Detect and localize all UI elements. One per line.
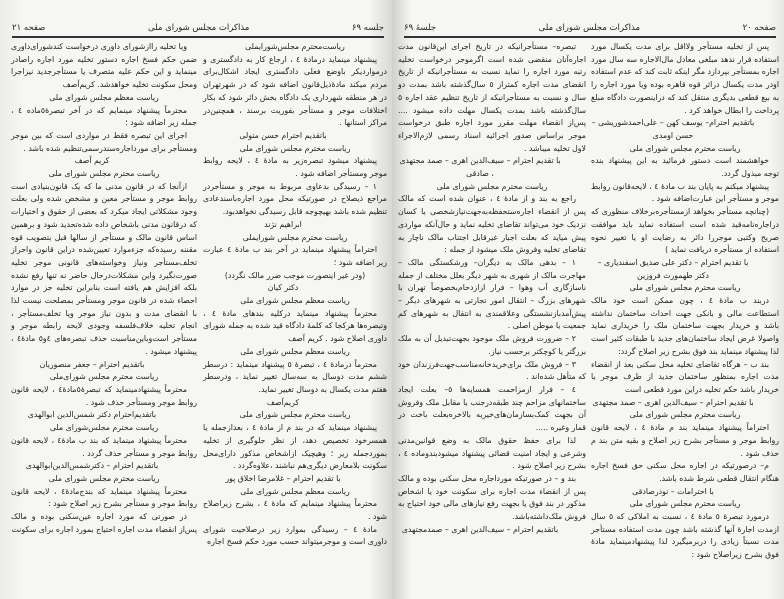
addressee-heading: ریاست محترم مجلس شورای ملی: [48, 169, 160, 179]
addressee-heading: ریاست محترم مجلس شورای ملی: [629, 283, 741, 293]
addressee-heading: ریاست محترم مجلس شورای ملی: [629, 499, 741, 509]
signature: باتقدیم احترام – جعفر منصوریان: [39, 359, 145, 369]
addressee-heading: ریاست معظم مجلس شورای ملی: [49, 92, 159, 102]
paragraph: محترماً پیشنهاد مینماید درکلیه بندهای مادهٔ ٤ ، وتبصره‌ها هرکجا که کلمهٔ دادگاه قید شده به جمله شورای داوری اصلاح شود . کریم آصف: [203, 308, 387, 344]
addressee-heading: ریاست معظم مجلس شورای ملی: [240, 486, 350, 496]
paragraph: ویا تخلیه راازشورای داوری درخواست کندشورای‌داوری ضمن حکم فسخ اجاره دستور تخلیه مورد اجاره راصادر مینماید و این حکم علیه متصرف یا مستأجرجدید نیزاجرا ومحل سکونت تخلیه خواهدشد. کریم‌آصف: [11, 42, 197, 90]
running-title: مذاکرات مجلس شورای ملی: [538, 23, 640, 33]
signature: کریم آصف: [74, 156, 110, 166]
page-header: [404, 22, 776, 34]
paragraph: محترماً درمادهٔ ٤ ، تبصرهٔ ٥ پیشنهاد مینماید : درسطر ششم مدت دوسال به سه‌سال تغییر نماید ، ودرسطر هفتم مدت یکسال به دوسال تغییر نماید.: [203, 359, 387, 394]
paragraph: پیشنهاد مینماید که در بند م از مادهٔ ٤ ، بعدازجمله یا همسرخود تخصیص دهد، از نظر جلوگیری از تخلیه بموردجمله زیر ؛ وهیچیک ازاشخاص مذکور دارای‌محل سکونت بلامعارض دیگری‌هم نباشند ،علاوه‌گردد .: [203, 423, 387, 471]
text-column: [11, 41, 197, 536]
quoted-clause: (ودر غیر اینصورت موجب ضرر مالک نگردد): [224, 270, 366, 280]
paragraph: احتراماً پیشنهاد مینماید بند م مادهٔ ٤ ، لایحه قانون روابط موجر و مستأجر بشرح زیر اصلاح و بقیه متن بند م حذف شود .: [591, 423, 779, 458]
signature: باتقدیم احترام – سیف‌الدین اهری – صمدمجتهدی: [401, 524, 559, 534]
paragraph: (چنانچه مستأجر بخواهد ازمستأجره‌برخلاف منظوری که دراجاره‌نامه‌قید شده است استفاده نماید باید موافقت صریح وکتبی موجررا دائر به رضایت او یا تغییر نحوه استفاده از مستأجره دریافت نماید ): [591, 207, 779, 255]
paragraph: ٣ – فروش ملک برای‌خریدخانه‌مناسب‌جهت‌فرزندان خود که متأهل شده‌اند .: [398, 359, 586, 382]
addressee-heading: ریاست محترم مجلس شورای ملی: [629, 143, 741, 153]
paragraph: م– درصورتیکه در اجاره محل سکنی حق فسخ اجاره هنگام انتقال قطعی شرط شده باشد.: [591, 461, 779, 483]
paragraph: محترماً پیشنهادمینماید که تبصرهٔ٥مادهٔ٤ ، لایحه قانون روابط موجر ومستأجر حذف شود .: [11, 384, 197, 407]
addressee-heading: ریاست‌محترم مجلس‌شورایملی: [245, 42, 345, 51]
signature: ابراهیم نژند: [264, 219, 302, 229]
addressee-heading: ریاست محترم مجلس شورای ملی: [629, 410, 741, 420]
paragraph: در صورتی که مورد اجاره عین‌سکنی بوده و مالک پس‌از انقضاء مدت اجاره احتیاج بمورد اجاره برای سکونت: [11, 512, 197, 534]
signature: باتقدیم احترام– یوسف کهن – علی‌احمدشوریشی – حسن اومدی: [591, 118, 755, 140]
text-column: [398, 41, 586, 536]
signature: با احترامات – نوذرصادقی: [632, 486, 714, 496]
addressee-heading: ریاست محترم مجلس شورای‌ملی: [49, 372, 159, 382]
addressee-heading: ریاست معظم مجلس شورای ملی: [240, 296, 350, 306]
paragraph: پیشنهاد مینماید درمادهٔ ٤ ، ارجاع کار به دادگستری و درمواردیکر باوضع فعلی دادگستری ایجاد اشکال‌برای مردم میکند مادهٔ‌ذیل‌قانون اضافه شود که در شهرتهران در هر منطقه شهرداری یک دادگاه بخش دائر شود که بکار اختلافات موجر و مستأجر بفوریت برسند ، همچنین‌در مراکز استانها .: [203, 54, 387, 128]
paragraph: تبصره– مستأجرانیکه در تاریخ اجرای این‌قانون مدت اجاره‌آنان منقضی شده است اگرموجر درخواست تخلیه رتبه مورد اجاره را نماید نسبت به مستأجرانیکه از تاریخ انقضای مدت اجاره کمتراز ٥ سال‌گذشته باشد بمدت دو سال و نسبت به مستأجرانیکه از تاریخ تنظیم عقد اجاره ٥ سال‌گذشته باشد بمدت یکسال مهلت داده میشود .... پس‌از انقضاء مهلت مقرر مورد اجاره طبق درخواست موجر براساس صدور اجرائیه اسناد رسمی لازم‌الاجراء لاول تخلیه میباشد .: [398, 42, 586, 153]
signature: باتقدیم احترام حسن متولی: [239, 130, 327, 140]
paragraph: محترماً پیشنهاد مینماید که بند ب مادهٔ٤ ، لایحه قانون روابط موجر و مستأجر حذف گردد .: [11, 435, 197, 458]
text-column: [203, 41, 387, 549]
addressee-heading: ریاست معظم مجلس شورای ملی: [240, 346, 350, 356]
right-page: [392, 0, 784, 599]
paragraph: مادهٔ ٤ – رسیدگی بموارد زیر درصلاحیت شورای داوری است و موجرمیتواند حسب مورد حکم فسخ اجاره: [203, 524, 387, 547]
paragraph: احتراماً پیشنهاد مینماید در آخر بند ب مادهٔ ٤ عبارت زیر اضافه شود ؛: [203, 245, 387, 267]
signature: دکتر کیان: [267, 283, 299, 293]
paragraph: محترماً پیشنهاد مینمایم که در آخر تبصرهٔ٥ماده ٤ ، جمله زیر اضافه شود ؛: [11, 105, 197, 128]
signature: با تقدیم احترام – غلامرضا اخلاق پور: [225, 473, 341, 483]
paragraph: ٤ – فرار ازمزاحمت همسایه‌ها ٥– بعلت ایجاد ساختمانهای مزاحم چند طبقه‌درجنب یا مقابل ملک وفروش آن بجهت کمک‌بسازمان‌های‌خیریه بالاخره‌بعلت باخت در قمار وغیره .....: [398, 384, 586, 433]
running-title: مذاکرات مجلس شورای ملی: [147, 23, 250, 33]
paragraph: درمورد تبصرهٔ ٥ مادهٔ ٤ ، نسبت به املاکی که ٥ سال ازمدت اجارهٔ آنها گذشته باشد چون مدت استفاده مستأجر مدت نسبتاً زیادی را دربرمیگیرد لذا پیشنهادمینماید مادهٔ فوق بشرح زیراصلاح شود :: [591, 512, 779, 560]
text-column: [591, 41, 779, 562]
signature: باتقدیم احترام – دکترشمس‌الدین‌ابوالهدی: [25, 461, 159, 471]
signature: با تقدیم احترام – سیف‌الدین اهری – صمد مجتهدی ، صادقی: [399, 156, 561, 179]
paragraph: محترماً پیشنهاد مینماید که بندج‌مادهٔ٤ ، لایحه قانون روابط موجر و مستأجر بشرح زیر اصلاح شود :: [11, 486, 197, 509]
paragraph: لذا برای حفظ حقوق مالک به وضع قوانین‌مدنی وشرعی و ایجاد امنیت قضائی پیشنهاد میشودبندوماده ٤ ، بشرح زیر اصلاح شود .: [398, 435, 586, 471]
paragraph: ١ – بدهی مالک به دیگران– ورشکستگی مالک – مهاجرت مالک از شهری به شهر دیگر بعلل مختلف از جمله ناسازگاری آب وهوا – فرار ازازدحام‌بخصوصاً تهران با شهرهای بزرگ – انتقال امور تجارتی به شهرهای دیگر – پیش‌آمدبازنشستگی وعلاقمندی به انتقال به شهرهای کم جمعیت یا موطن اصلی .: [398, 257, 586, 331]
paragraph: راجع به بند و از مادهٔ ٤ ، عنوان شده است که مالک پس از انقضاء اجاره‌ستحفظه‌به‌جهت‌نیازشخصی یا کسان نزدیک خود می‌تواند تقاضای تخلیه نماید و حال‌آنکه مواردی پیش میاید که بعلت اجبار غیرقابل اجتناب مالک ناچار به تقاضای تخلیه وفروش ملک میشود از جمله :: [398, 194, 586, 255]
paragraph: پیشنهاد میشود تبصره‌زیر به مادهٔ ٤ ، لایحه روابط موجر ومستأجر اضافه شود .: [203, 156, 387, 179]
paragraph: ١ – رسیدگی بدعاوی مربوط به موجر و مستأجردر مراجع ذیصلاح در صورتیکه محل مورد اجاره‌باسندعادی تنظیم شده باشد بهیچوجه قابل رسیدگی نخواهدبود.: [203, 181, 387, 217]
paragraph: بند ب – هرگاه تقاضای تخلیه محل سکنی بعد از انقضاء مدت اجاره بمنظور ساختمان جدید از طرف موجر یا خریدار باشد حکم تخلیه دراین مورد قطعی است: [591, 359, 779, 394]
signature: کریم‌آصف: [266, 397, 300, 407]
page-header: [12, 22, 384, 34]
addressee-heading: ریاست محترم مجلس شورای ملی: [436, 181, 548, 191]
paragraph: بند و – در صورتیکه مورداجاره محل سکنی بوده و مالک پس از انقضاء مدت اجاره برای سکونت خود یا اشخاص مذکور در بند فوق یا بجهت رفع نیازهای مالی خود احتیاج به فروش ملک‌داشته‌باشد.: [398, 473, 586, 522]
page-number: صفحه ۲۰: [742, 23, 776, 33]
paragraph: ٢ – ضرورت فروش ملک موجود بجهت‌تبدیل آن به ملک بزرگتر یا کوچکتر برحسب نیاز.: [398, 334, 586, 356]
addressee-heading: ریاست محترم مجلس شورای ملی: [239, 143, 351, 153]
paragraph: اجرای این تبصره فقط در مواردی است که بین موجر ومستأجر برای مورداجاره‌سندرسمی‌تنظیم شده باشد .: [11, 130, 197, 153]
header-rule: [12, 36, 384, 38]
addressee-heading: ریاست محترم مجلس شورای ملی: [48, 473, 160, 483]
header-rule: [404, 36, 776, 38]
paragraph: پیشنهاد میکنم به پایان بند ب مادهٔ ٤ ، لایحه‌قانون روابط موجر و مستأجر این عبارت‌اضافه شود .: [591, 181, 779, 204]
paragraph: ازآنجا که در قانون مدنی ما که یک قانون‌بنیادی است روابط موجر و مستأجر معین و مشخص شده ولی بعلت وجود مشکلاتی ایجاد میکرد که بعضی از حقوق و اختیارات که درقانون مدنی باشخاص داده شده‌تحدید شود و برهمین اساس قانون مالک و مستأجر از سالها قبل بتصویب قوه مقننه رسیده‌که جزءموارد تعیین‌شده دراین قانون واحراز تخلف‌مستأجر ونیاز وخواسته‌های قانونی موجر تخلیه صورت‌نگیرد واین مشکلات‌درحال حاضر نه تنها رفع نشده بلکه افزایش هم یافته است بنابراین تخلیه جز در موارد احصاء شده در قانون موجر ومستأجر بمصلحت نیست لذا با انقضای مدت و بدون نیاز موجر ویا تخلف‌مستأجر ، انجام تخلیه خلاف‌فلسفه وجودی لایحه رابطه موجر و مستأجر است‌وباین‌مناسبت حذف تبصره‌های ٤و٥ مادهٔ٤ ، پیشنهاد میشود .: [11, 181, 197, 356]
page-number: صفحه ۲۱: [12, 23, 46, 33]
addressee-heading: ریاست محترم مجلس شورای ملی: [239, 410, 351, 420]
paragraph: پس از تخلیه مستأجر ولااقل برای مدت یکسال مورد استفاده قرار ندهد مبلغی معادل مال‌الاجاره سه سال مورد اجاره بمستأجر بپردازد مگر اینکه ثابت کند که عدم استفاده اودر مدت یکسال دراثر قوه قاهره بوده ویا مورد اجاره را به بیع قطعی بدیگری منتقل کند که دراینصورت دادگاه مبلغ پرداخت را ابطال خواهد کرد .: [591, 42, 779, 115]
session-number: جلسه ۶۹: [351, 23, 384, 33]
signature: با تقدیم احترام – سیف‌الدین اهری – صمد مجتهدی: [592, 397, 754, 407]
signature: باتقدیم‌احترام دکتر شمس‌الدین ابوالهدی: [27, 410, 157, 420]
addressee-heading: ریاست محترم مجلس شورایملی: [242, 232, 348, 242]
addressee-heading: ریاست محترم مجلس‌شورای ملی: [49, 423, 159, 433]
signature: با تقدیم احترام – دکتر علی صدیق اسفندیاری – دکتر طهمورث فروزین: [597, 257, 749, 280]
paragraph: محترماً پیشنهاد مینمایم که مادهٔ ٤ ، بشرح زیراصلاح شود .: [203, 499, 387, 522]
paragraph: خواهشمند است دستور فرمائید به این پیشنهاد بنده توجه مبذول گردد.: [591, 156, 779, 179]
paragraph: دربند ب مادهٔ ٤ ، چون ممکن است خود مالک استطاعت مالی و بانکی جهت احداث ساختمان نداشته باشد و خریدار بجهت ساختمان ملک را خریداری نماید واصولا غرض ایجاد ساختمان‌های جدید با طبقات کثیر است لذا پیشنهاد مینماید بند فوق بشرح زیر اصلاح گردد:: [591, 296, 779, 356]
session-number: جلسهٔ ۶۹: [404, 23, 437, 33]
